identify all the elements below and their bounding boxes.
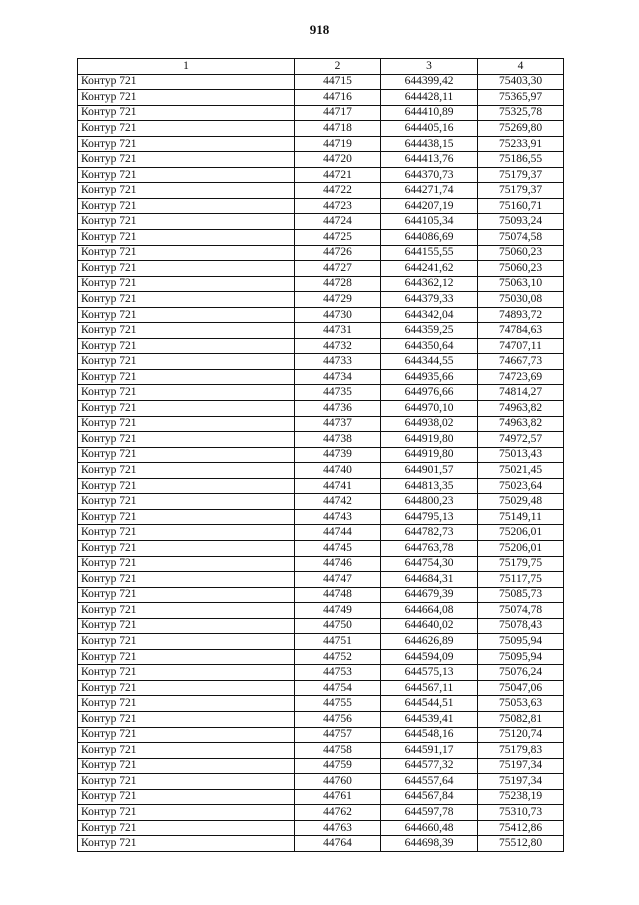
y-coordinate-cell: 75060,23 [478,245,564,261]
contour-name-cell: Контур 721 [78,401,295,417]
y-coordinate-cell: 75060,23 [478,261,564,277]
contour-name-cell: Контур 721 [78,121,295,137]
contour-name-cell: Контур 721 [78,572,295,588]
contour-name-cell: Контур 721 [78,354,295,370]
contour-name-cell: Контур 721 [78,789,295,805]
contour-name-cell: Контур 721 [78,261,295,277]
x-coordinate-cell: 644086,69 [381,230,478,246]
y-coordinate-cell: 74963,82 [478,416,564,432]
x-coordinate-cell: 644410,89 [381,105,478,121]
contour-name-cell: Контур 721 [78,292,295,308]
point-number-cell: 44736 [295,401,381,417]
point-number-cell: 44747 [295,572,381,588]
table-row [78,230,564,246]
x-coordinate-cell: 644679,39 [381,587,478,603]
y-coordinate-cell: 75063,10 [478,276,564,292]
table-row [78,136,564,152]
table-row [78,758,564,774]
header-col-4: 4 [478,59,564,75]
y-coordinate-cell: 74972,57 [478,432,564,448]
y-coordinate-cell: 75082,81 [478,711,564,727]
point-number-cell: 44737 [295,416,381,432]
point-number-cell: 44749 [295,603,381,619]
table-row [78,90,564,106]
point-number-cell: 44719 [295,136,381,152]
contour-name-cell: Контур 721 [78,183,295,199]
table-row [78,261,564,277]
header-col-2: 2 [295,59,381,75]
contour-name-cell: Контур 721 [78,587,295,603]
table-row [78,540,564,556]
point-number-cell: 44717 [295,105,381,121]
table-row [78,105,564,121]
x-coordinate-cell: 644976,66 [381,385,478,401]
contour-name-cell: Контур 721 [78,618,295,634]
x-coordinate-cell: 644800,23 [381,494,478,510]
table-row [78,447,564,463]
table-row [78,665,564,681]
x-coordinate-cell: 644970,10 [381,401,478,417]
point-number-cell: 44758 [295,743,381,759]
x-coordinate-cell: 644919,80 [381,447,478,463]
table-row [78,74,564,90]
point-number-cell: 44743 [295,509,381,525]
contour-name-cell: Контур 721 [78,540,295,556]
table-row [78,323,564,339]
x-coordinate-cell: 644901,57 [381,463,478,479]
point-number-cell: 44762 [295,805,381,821]
table-row [78,478,564,494]
table-row [78,649,564,665]
x-coordinate-cell: 644539,41 [381,711,478,727]
x-coordinate-cell: 644684,31 [381,572,478,588]
point-number-cell: 44740 [295,463,381,479]
x-coordinate-cell: 644399,42 [381,74,478,90]
contour-name-cell: Контур 721 [78,276,295,292]
x-coordinate-cell: 644754,30 [381,556,478,572]
contour-name-cell: Контур 721 [78,696,295,712]
contour-name-cell: Контур 721 [78,805,295,821]
contour-name-cell: Контур 721 [78,338,295,354]
contour-name-cell: Контур 721 [78,214,295,230]
y-coordinate-cell: 75053,63 [478,696,564,712]
header-col-3: 3 [381,59,478,75]
x-coordinate-cell: 644660,48 [381,820,478,836]
point-number-cell: 44732 [295,338,381,354]
contour-name-cell: Контур 721 [78,556,295,572]
point-number-cell: 44729 [295,292,381,308]
table-row [78,292,564,308]
contour-name-cell: Контур 721 [78,820,295,836]
y-coordinate-cell: 75269,80 [478,121,564,137]
x-coordinate-cell: 644664,08 [381,603,478,619]
table-row [78,509,564,525]
x-coordinate-cell: 644698,39 [381,836,478,852]
y-coordinate-cell: 75310,73 [478,805,564,821]
point-number-cell: 44748 [295,587,381,603]
x-coordinate-cell: 644359,25 [381,323,478,339]
y-coordinate-cell: 75074,58 [478,230,564,246]
contour-name-cell: Контур 721 [78,136,295,152]
y-coordinate-cell: 75013,43 [478,447,564,463]
y-coordinate-cell: 75197,34 [478,758,564,774]
y-coordinate-cell: 75325,78 [478,105,564,121]
table-row [78,245,564,261]
x-coordinate-cell: 644763,78 [381,540,478,556]
contour-name-cell: Контур 721 [78,105,295,121]
header-col-1: 1 [78,59,295,75]
contour-name-cell: Контур 721 [78,743,295,759]
y-coordinate-cell: 75197,34 [478,774,564,790]
x-coordinate-cell: 644379,33 [381,292,478,308]
contour-name-cell: Контур 721 [78,727,295,743]
point-number-cell: 44735 [295,385,381,401]
table-row [78,805,564,821]
point-number-cell: 44727 [295,261,381,277]
y-coordinate-cell: 75023,64 [478,478,564,494]
contour-name-cell: Контур 721 [78,90,295,106]
contour-name-cell: Контур 721 [78,167,295,183]
point-number-cell: 44760 [295,774,381,790]
table-row [78,727,564,743]
y-coordinate-cell: 75074,78 [478,603,564,619]
y-coordinate-cell: 74784,63 [478,323,564,339]
contour-name-cell: Контур 721 [78,603,295,619]
y-coordinate-cell: 74963,82 [478,401,564,417]
table-row [78,416,564,432]
point-number-cell: 44716 [295,90,381,106]
contour-name-cell: Контур 721 [78,758,295,774]
point-number-cell: 44751 [295,634,381,650]
coordinates-table [77,58,564,852]
point-number-cell: 44715 [295,74,381,90]
x-coordinate-cell: 644567,11 [381,680,478,696]
point-number-cell: 44720 [295,152,381,168]
table-row [78,354,564,370]
table-row [78,463,564,479]
y-coordinate-cell: 75179,83 [478,743,564,759]
y-coordinate-cell: 75021,45 [478,463,564,479]
x-coordinate-cell: 644575,13 [381,665,478,681]
y-coordinate-cell: 75085,73 [478,587,564,603]
x-coordinate-cell: 644548,16 [381,727,478,743]
x-coordinate-cell: 644544,51 [381,696,478,712]
contour-name-cell: Контур 721 [78,74,295,90]
contour-name-cell: Контур 721 [78,416,295,432]
point-number-cell: 44750 [295,618,381,634]
table-header-row [78,59,564,75]
table-row [78,680,564,696]
y-coordinate-cell: 75179,75 [478,556,564,572]
contour-name-cell: Контур 721 [78,152,295,168]
x-coordinate-cell: 644782,73 [381,525,478,541]
table-row [78,696,564,712]
point-number-cell: 44753 [295,665,381,681]
y-coordinate-cell: 75179,37 [478,183,564,199]
point-number-cell: 44722 [295,183,381,199]
table-row [78,572,564,588]
contour-name-cell: Контур 721 [78,323,295,339]
point-number-cell: 44728 [295,276,381,292]
table-row [78,634,564,650]
y-coordinate-cell: 74667,73 [478,354,564,370]
point-number-cell: 44744 [295,525,381,541]
point-number-cell: 44721 [295,167,381,183]
y-coordinate-cell: 75365,97 [478,90,564,106]
y-coordinate-cell: 74814,27 [478,385,564,401]
table-row [78,307,564,323]
table-row [78,774,564,790]
point-number-cell: 44754 [295,680,381,696]
point-number-cell: 44757 [295,727,381,743]
x-coordinate-cell: 644935,66 [381,369,478,385]
y-coordinate-cell: 75160,71 [478,198,564,214]
table-row [78,432,564,448]
table-row [78,338,564,354]
contour-name-cell: Контур 721 [78,432,295,448]
point-number-cell: 44752 [295,649,381,665]
x-coordinate-cell: 644413,76 [381,152,478,168]
x-coordinate-cell: 644428,11 [381,90,478,106]
y-coordinate-cell: 75030,08 [478,292,564,308]
y-coordinate-cell: 75120,74 [478,727,564,743]
table-row [78,618,564,634]
point-number-cell: 44723 [295,198,381,214]
contour-name-cell: Контур 721 [78,774,295,790]
point-number-cell: 44741 [295,478,381,494]
contour-name-cell: Контур 721 [78,369,295,385]
point-number-cell: 44731 [295,323,381,339]
x-coordinate-cell: 644795,13 [381,509,478,525]
point-number-cell: 44730 [295,307,381,323]
x-coordinate-cell: 644938,02 [381,416,478,432]
table-body [78,74,564,851]
x-coordinate-cell: 644597,78 [381,805,478,821]
x-coordinate-cell: 644271,74 [381,183,478,199]
table-row [78,183,564,199]
x-coordinate-cell: 644626,89 [381,634,478,650]
y-coordinate-cell: 75047,06 [478,680,564,696]
point-number-cell: 44746 [295,556,381,572]
contour-name-cell: Контур 721 [78,509,295,525]
point-number-cell: 44738 [295,432,381,448]
table-row [78,385,564,401]
point-number-cell: 44745 [295,540,381,556]
contour-name-cell: Контур 721 [78,680,295,696]
x-coordinate-cell: 644438,15 [381,136,478,152]
point-number-cell: 44739 [295,447,381,463]
y-coordinate-cell: 75076,24 [478,665,564,681]
table-row [78,276,564,292]
contour-name-cell: Контур 721 [78,230,295,246]
point-number-cell: 44733 [295,354,381,370]
table-row [78,789,564,805]
contour-name-cell: Контур 721 [78,447,295,463]
contour-name-cell: Контур 721 [78,525,295,541]
y-coordinate-cell: 75179,37 [478,167,564,183]
contour-name-cell: Контур 721 [78,649,295,665]
x-coordinate-cell: 644207,19 [381,198,478,214]
x-coordinate-cell: 644155,55 [381,245,478,261]
y-coordinate-cell: 75093,24 [478,214,564,230]
contour-name-cell: Контур 721 [78,665,295,681]
y-coordinate-cell: 75233,91 [478,136,564,152]
y-coordinate-cell: 75206,01 [478,540,564,556]
x-coordinate-cell: 644405,16 [381,121,478,137]
y-coordinate-cell: 75512,80 [478,836,564,852]
point-number-cell: 44726 [295,245,381,261]
table-row [78,214,564,230]
x-coordinate-cell: 644370,73 [381,167,478,183]
contour-name-cell: Контур 721 [78,385,295,401]
point-number-cell: 44742 [295,494,381,510]
y-coordinate-cell: 74723,69 [478,369,564,385]
point-number-cell: 44756 [295,711,381,727]
page-number: 918 [309,22,330,37]
table-row [78,167,564,183]
table-row [78,820,564,836]
contour-name-cell: Контур 721 [78,478,295,494]
point-number-cell: 44734 [295,369,381,385]
table-row [78,525,564,541]
contour-name-cell: Контур 721 [78,711,295,727]
y-coordinate-cell: 75117,75 [478,572,564,588]
x-coordinate-cell: 644241,62 [381,261,478,277]
point-number-cell: 44724 [295,214,381,230]
x-coordinate-cell: 644919,80 [381,432,478,448]
point-number-cell: 44764 [295,836,381,852]
x-coordinate-cell: 644594,09 [381,649,478,665]
y-coordinate-cell: 74893,72 [478,307,564,323]
table-row [78,152,564,168]
point-number-cell: 44761 [295,789,381,805]
point-number-cell: 44725 [295,230,381,246]
contour-name-cell: Контур 721 [78,245,295,261]
table-row [78,121,564,137]
point-number-cell: 44755 [295,696,381,712]
x-coordinate-cell: 644557,64 [381,774,478,790]
y-coordinate-cell: 75186,55 [478,152,564,168]
y-coordinate-cell: 75149,11 [478,509,564,525]
x-coordinate-cell: 644105,34 [381,214,478,230]
table-row [78,494,564,510]
table-row [78,711,564,727]
x-coordinate-cell: 644350,64 [381,338,478,354]
table-row [78,603,564,619]
x-coordinate-cell: 644567,84 [381,789,478,805]
x-coordinate-cell: 644362,12 [381,276,478,292]
table-row [78,556,564,572]
contour-name-cell: Контур 721 [78,307,295,323]
x-coordinate-cell: 644344,55 [381,354,478,370]
contour-name-cell: Контур 721 [78,836,295,852]
contour-name-cell: Контур 721 [78,463,295,479]
contour-name-cell: Контур 721 [78,634,295,650]
y-coordinate-cell: 75412,86 [478,820,564,836]
y-coordinate-cell: 75095,94 [478,634,564,650]
y-coordinate-cell: 75206,01 [478,525,564,541]
table-row [78,401,564,417]
y-coordinate-cell: 75095,94 [478,649,564,665]
point-number-cell: 44759 [295,758,381,774]
contour-name-cell: Контур 721 [78,198,295,214]
x-coordinate-cell: 644640,02 [381,618,478,634]
table-row [78,743,564,759]
y-coordinate-cell: 75029,48 [478,494,564,510]
x-coordinate-cell: 644342,04 [381,307,478,323]
x-coordinate-cell: 644577,32 [381,758,478,774]
table-row [78,836,564,852]
y-coordinate-cell: 75078,43 [478,618,564,634]
point-number-cell: 44763 [295,820,381,836]
contour-name-cell: Контур 721 [78,494,295,510]
table-row [78,198,564,214]
point-number-cell: 44718 [295,121,381,137]
x-coordinate-cell: 644813,35 [381,478,478,494]
y-coordinate-cell: 75238,19 [478,789,564,805]
x-coordinate-cell: 644591,17 [381,743,478,759]
table-row [78,587,564,603]
y-coordinate-cell: 74707,11 [478,338,564,354]
table-row [78,369,564,385]
y-coordinate-cell: 75403,30 [478,74,564,90]
